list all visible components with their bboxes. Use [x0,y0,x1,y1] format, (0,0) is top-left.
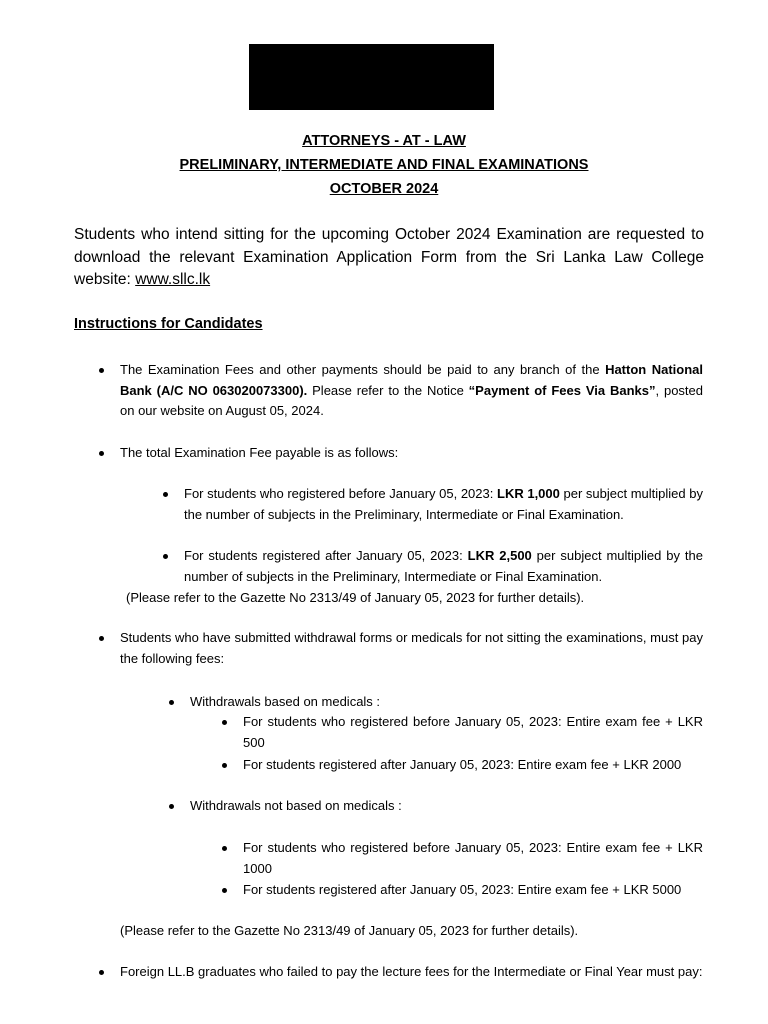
fee-before-text-b: per subject multiplied by the number of subjects in the Preliminary, Intermediate or Final Examination. [184,486,703,522]
bullet-icon [169,700,174,705]
nonmedical-fee-before: For students who registered before January 05, 2023: Entire exam fee + LKR 1000 [243,840,703,876]
bullet-icon [99,451,104,456]
bullet-icon [163,492,168,497]
bullet-icon [222,720,227,725]
redacted-logo-block [249,44,494,110]
title-line-3: OCTOBER 2024 [329,181,439,197]
gazette-note-2: (Please refer to the Gazette No 2313/49 of January 05, 2023 for further details). [120,923,579,938]
nonmedical-withdrawal-heading: Withdrawals not based on medicals : [190,798,402,813]
medical-withdrawal-heading: Withdrawals based on medicals : [190,694,381,709]
bullet-icon [99,636,104,641]
fee-before-2023 [184,484,703,525]
intro-text: Students who intend sitting for the upcoming October 2024 Examination are requested to download the relevant Examination Application Form from the Sri Lanka Law College website: [74,226,704,288]
instructions-heading: Instructions for Candidates [74,316,263,332]
foreign-llb-instruction: Foreign LL.B graduates who failed to pay the lecture fees for the Intermediate or Final Year must pay: [120,964,703,979]
fee-after-text-b: per subject multiplied by the number of subjects in the Preliminary, Intermediate or Final Examination. [184,548,703,584]
bullet-icon [222,888,227,893]
notice-title: “Payment of Fees Via Banks” [468,382,656,398]
nonmedical-fee-after: For students registered after January 05, 2023: Entire exam fee + LKR 5000 [243,882,682,897]
item1-text-a: The Examination Fees and other payments should be paid to any branch of the [120,362,606,377]
bullet-icon [222,846,227,851]
fee-payment-instruction [120,360,703,422]
bullet-icon [222,763,227,768]
fee-before-amount: LKR 1,000 [497,486,560,501]
item1-text-c: , posted on our website on August 05, 2024. [120,382,703,418]
fee-after-text: For students registered after January 05, 2023: [184,548,468,563]
fee-before-text: For students who registered before January 05, 2023: [184,486,497,501]
bullet-icon [163,554,168,559]
fee-after-amount: LKR 2,500 [467,548,532,563]
title-line-1: ATTORNEYS - AT - LAW [302,133,466,149]
total-fee-intro: The total Examination Fee payable is as follows: [120,445,399,460]
item1-text-b: Please refer to the Notice [307,382,469,398]
medical-fee-before: For students who registered before January 05, 2023: Entire exam fee + LKR 500 [243,714,703,750]
bullet-icon [169,804,174,809]
medical-fee-after: For students registered after January 05, 2023: Entire exam fee + LKR 2000 [243,757,682,772]
title-line-2: PRELIMINARY, INTERMEDIATE AND FINAL EXAMINATIONS [179,157,589,173]
bullet-icon [99,368,104,373]
bullet-icon [99,970,104,975]
intro-paragraph [74,224,704,292]
gazette-note-1: (Please refer to the Gazette No 2313/49 of January 05, 2023 for further details). [126,590,585,605]
fee-after-2023 [184,546,703,587]
bank-account: Hatton National Bank (A/C NO 063020073300). [120,362,703,398]
website-link[interactable]: www.sllc.lk [135,271,211,288]
withdrawal-intro: Students who have submitted withdrawal forms or medicals for not sitting the examinations, must pay the following fees: [120,630,703,666]
